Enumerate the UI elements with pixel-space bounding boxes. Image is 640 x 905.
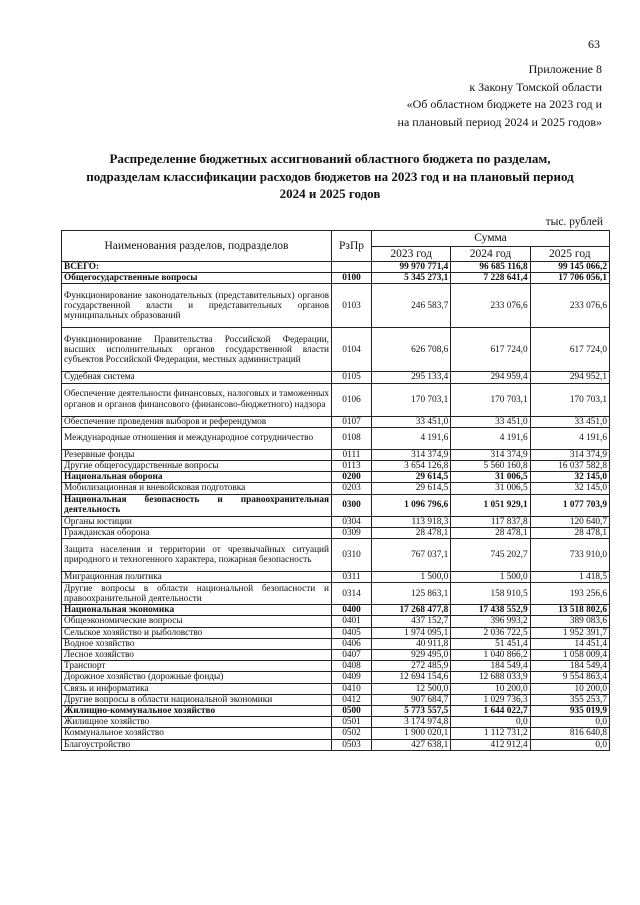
row-value-2023: 125 863,1 xyxy=(372,583,451,605)
row-name-cell: Национальная безопасность и правоохранительная деятельность xyxy=(62,494,332,516)
row-name-cell: ВСЕГО: xyxy=(62,262,332,273)
row-value-2024: 7 228 641,4 xyxy=(451,273,530,284)
row-value-2025: 99 145 066,2 xyxy=(530,262,609,273)
title-line-3: 2024 и 2025 годов xyxy=(279,186,381,201)
table-row xyxy=(62,449,610,460)
row-code-cell: 0501 xyxy=(332,717,372,728)
table-row xyxy=(62,527,610,538)
row-value-2025: 14 451,4 xyxy=(530,638,609,649)
budget-table xyxy=(61,230,610,751)
row-value-2024: 617 724,0 xyxy=(451,328,530,372)
row-value-2025: 816 640,8 xyxy=(530,728,609,739)
row-value-2024: 12 688 033,9 xyxy=(451,672,530,683)
table-row xyxy=(62,616,610,627)
row-value-2025: 184 549,4 xyxy=(530,661,609,672)
row-value-2023: 28 478,1 xyxy=(372,527,451,538)
appendix-line-1: Приложение 8 xyxy=(528,62,602,76)
row-value-2023: 272 485,9 xyxy=(372,661,451,672)
row-value-2023: 1 900 020,1 xyxy=(372,728,451,739)
table-row xyxy=(62,572,610,583)
table-row xyxy=(62,472,610,483)
row-value-2023: 99 970 771,4 xyxy=(372,262,451,273)
row-code-cell: 0100 xyxy=(332,273,372,284)
row-value-2023: 929 495,0 xyxy=(372,650,451,661)
table-row xyxy=(62,262,610,273)
row-name-cell: Другие общегосударственные вопросы xyxy=(62,461,332,472)
table-row xyxy=(62,627,610,638)
row-value-2024: 184 549,4 xyxy=(451,661,530,672)
row-code-cell: 0410 xyxy=(332,683,372,694)
row-value-2023: 170 703,1 xyxy=(372,383,451,416)
row-code-cell: 0405 xyxy=(332,627,372,638)
table-row xyxy=(62,638,610,649)
document-title xyxy=(60,150,600,203)
row-value-2025: 28 478,1 xyxy=(530,527,609,538)
row-value-2024: 28 478,1 xyxy=(451,527,530,538)
page-number: 63 xyxy=(588,37,600,51)
row-name-cell: Жилищно-коммунальное хозяйство xyxy=(62,706,332,717)
row-value-2024: 31 006,5 xyxy=(451,483,530,494)
row-code-cell: 0304 xyxy=(332,516,372,527)
row-code-cell: 0502 xyxy=(332,728,372,739)
row-value-2023: 40 911,8 xyxy=(372,638,451,649)
table-row xyxy=(62,427,610,449)
row-value-2025: 4 191,6 xyxy=(530,427,609,449)
row-value-2025: 32 145,0 xyxy=(530,472,609,483)
row-value-2025: 935 019,9 xyxy=(530,706,609,717)
row-name-cell: Органы юстиции xyxy=(62,516,332,527)
row-value-2025: 32 145,0 xyxy=(530,483,609,494)
row-name-cell: Коммунальное хозяйство xyxy=(62,728,332,739)
row-code-cell: 0409 xyxy=(332,672,372,683)
row-value-2024: 51 451,4 xyxy=(451,638,530,649)
row-value-2024: 10 200,0 xyxy=(451,683,530,694)
row-value-2025: 193 256,6 xyxy=(530,583,609,605)
row-value-2025: 733 910,0 xyxy=(530,539,609,572)
row-value-2023: 12 500,0 xyxy=(372,683,451,694)
row-code-cell: 0311 xyxy=(332,572,372,583)
row-name-cell: Лесное хозяйство xyxy=(62,650,332,661)
row-value-2023: 626 708,6 xyxy=(372,328,451,372)
row-value-2024: 314 374,9 xyxy=(451,449,530,460)
row-value-2025: 314 374,9 xyxy=(530,449,609,460)
row-value-2024: 233 076,6 xyxy=(451,284,530,328)
row-code-cell: 0107 xyxy=(332,416,372,427)
row-value-2023: 427 638,1 xyxy=(372,739,451,750)
row-value-2023: 5 773 557,5 xyxy=(372,706,451,717)
row-value-2025: 0,0 xyxy=(530,739,609,750)
row-value-2023: 1 974 095,1 xyxy=(372,627,451,638)
row-name-cell: Благоустройство xyxy=(62,739,332,750)
table-row xyxy=(62,694,610,705)
row-name-cell: Резервные фонды xyxy=(62,449,332,460)
row-code-cell: 0407 xyxy=(332,650,372,661)
row-value-2025: 16 037 582,8 xyxy=(530,461,609,472)
row-name-cell: Мобилизационная и вневойсковая подготовка xyxy=(62,483,332,494)
row-value-2023: 437 152,7 xyxy=(372,616,451,627)
row-value-2024: 745 202,7 xyxy=(451,539,530,572)
row-value-2025: 617 724,0 xyxy=(530,328,609,372)
table-row xyxy=(62,650,610,661)
row-name-cell: Дорожное хозяйство (дорожные фонды) xyxy=(62,672,332,683)
row-value-2025: 0,0 xyxy=(530,717,609,728)
row-value-2024: 1 500,0 xyxy=(451,572,530,583)
table-row xyxy=(62,328,610,372)
table-row xyxy=(62,706,610,717)
appendix-line-4: на плановый период 2024 и 2025 годов» xyxy=(397,114,602,129)
row-value-2024: 170 703,1 xyxy=(451,383,530,416)
row-code-cell: 0408 xyxy=(332,661,372,672)
row-value-2023: 4 191,6 xyxy=(372,427,451,449)
row-name-cell: Другие вопросы в области национальной безопасности и правоохранительной деятельности xyxy=(62,583,332,605)
row-code-cell: 0412 xyxy=(332,694,372,705)
row-value-2024: 117 837,8 xyxy=(451,516,530,527)
table-row xyxy=(62,605,610,616)
row-code-cell: 0309 xyxy=(332,527,372,538)
row-value-2023: 29 614,5 xyxy=(372,483,451,494)
row-value-2024: 96 685 116,8 xyxy=(451,262,530,273)
row-value-2025: 1 952 391,7 xyxy=(530,627,609,638)
row-value-2025: 33 451,0 xyxy=(530,416,609,427)
row-value-2025: 9 554 863,4 xyxy=(530,672,609,683)
header-year-2024: 2024 год xyxy=(451,246,530,262)
row-value-2023: 29 614,5 xyxy=(372,472,451,483)
row-code-cell: 0401 xyxy=(332,616,372,627)
row-name-cell: Функционирование законодательных (представительных) органов государственной власти и представительных органов муниципальных образований xyxy=(62,284,332,328)
row-name-cell: Сельское хозяйство и рыболовство xyxy=(62,627,332,638)
appendix-line-2: к Закону Томской области xyxy=(469,79,602,94)
row-value-2023: 295 133,4 xyxy=(372,372,451,383)
row-value-2025: 170 703,1 xyxy=(530,383,609,416)
row-value-2024: 17 438 552,9 xyxy=(451,605,530,616)
row-code-cell: 0111 xyxy=(332,449,372,460)
row-value-2024: 1 040 866,2 xyxy=(451,650,530,661)
row-name-cell: Обеспечение проведения выборов и референдумов xyxy=(62,416,332,427)
table-row xyxy=(62,739,610,750)
row-code-cell: 0106 xyxy=(332,383,372,416)
row-name-cell: Общегосударственные вопросы xyxy=(62,273,332,284)
row-value-2023: 33 451,0 xyxy=(372,416,451,427)
row-name-cell: Национальная оборона xyxy=(62,472,332,483)
row-name-cell: Обеспечение деятельности финансовых, налоговых и таможенных органов и органов финансового (финансово-бюджетного) надзора xyxy=(62,383,332,416)
row-name-cell: Гражданская оборона xyxy=(62,527,332,538)
units-label: тыс. рублей xyxy=(545,216,603,228)
row-code-cell: 0108 xyxy=(332,427,372,449)
row-value-2024: 396 993,2 xyxy=(451,616,530,627)
table-row xyxy=(62,461,610,472)
row-code-cell: 0104 xyxy=(332,328,372,372)
row-value-2025: 389 083,6 xyxy=(530,616,609,627)
row-value-2023: 767 037,1 xyxy=(372,539,451,572)
row-value-2025: 10 200,0 xyxy=(530,683,609,694)
table-row xyxy=(62,483,610,494)
row-code-cell: 0103 xyxy=(332,284,372,328)
appendix-line-3: «Об областном бюджете на 2023 год и xyxy=(406,97,602,111)
row-value-2025: 17 706 056,1 xyxy=(530,273,609,284)
row-name-cell: Другие вопросы в области национальной экономики xyxy=(62,694,332,705)
row-code-cell: 0400 xyxy=(332,605,372,616)
row-code-cell: 0503 xyxy=(332,739,372,750)
row-value-2023: 1 500,0 xyxy=(372,572,451,583)
row-value-2023: 3 654 126,8 xyxy=(372,461,451,472)
row-value-2025: 13 518 802,6 xyxy=(530,605,609,616)
row-value-2023: 113 918,3 xyxy=(372,516,451,527)
row-value-2024: 158 910,5 xyxy=(451,583,530,605)
row-value-2024: 5 560 160,8 xyxy=(451,461,530,472)
row-value-2024: 1 112 731,2 xyxy=(451,728,530,739)
header-sum: Сумма xyxy=(372,231,610,247)
row-value-2023: 3 174 974,8 xyxy=(372,717,451,728)
row-value-2024: 1 029 736,3 xyxy=(451,694,530,705)
table-row xyxy=(62,672,610,683)
row-code-cell: 0105 xyxy=(332,372,372,383)
table-row xyxy=(62,683,610,694)
row-value-2023: 246 583,7 xyxy=(372,284,451,328)
row-value-2025: 1 418,5 xyxy=(530,572,609,583)
table-row xyxy=(62,516,610,527)
table-row xyxy=(62,583,610,605)
row-value-2024: 1 051 929,1 xyxy=(451,494,530,516)
row-value-2025: 120 640,7 xyxy=(530,516,609,527)
row-code-cell: 0203 xyxy=(332,483,372,494)
table-row xyxy=(62,273,610,284)
table-row xyxy=(62,494,610,516)
row-value-2023: 907 684,7 xyxy=(372,694,451,705)
row-value-2024: 294 959,4 xyxy=(451,372,530,383)
row-name-cell: Водное хозяйство xyxy=(62,638,332,649)
row-value-2025: 294 952,1 xyxy=(530,372,609,383)
row-value-2024: 2 036 722,5 xyxy=(451,627,530,638)
title-line-2: подразделам классификации расходов бюджетов на 2023 год и на плановый период xyxy=(86,168,574,184)
row-value-2025: 355 253,7 xyxy=(530,694,609,705)
row-code-cell: 0113 xyxy=(332,461,372,472)
row-code-cell: 0300 xyxy=(332,494,372,516)
row-code-cell: 0200 xyxy=(332,472,372,483)
row-value-2025: 1 077 703,9 xyxy=(530,494,609,516)
row-code-cell xyxy=(332,262,372,273)
row-value-2024: 412 912,4 xyxy=(451,739,530,750)
row-name-cell: Защита населения и территории от чрезвычайных ситуаций природного и техногенного характера, пожарная безопасность xyxy=(62,539,332,572)
row-name-cell: Транспорт xyxy=(62,661,332,672)
table-row xyxy=(62,661,610,672)
row-value-2024: 0,0 xyxy=(451,717,530,728)
row-value-2023: 1 096 796,6 xyxy=(372,494,451,516)
table-row xyxy=(62,539,610,572)
row-name-cell: Миграционная политика xyxy=(62,572,332,583)
header-year-2025: 2025 год xyxy=(530,246,609,262)
table-row xyxy=(62,372,610,383)
table-row xyxy=(62,383,610,416)
table-row xyxy=(62,728,610,739)
row-value-2023: 5 345 273,1 xyxy=(372,273,451,284)
header-name: Наименования разделов, подразделов xyxy=(62,231,332,262)
header-code: РзПр xyxy=(332,231,372,262)
row-name-cell: Национальная экономика xyxy=(62,605,332,616)
row-value-2025: 233 076,6 xyxy=(530,284,609,328)
row-code-cell: 0314 xyxy=(332,583,372,605)
row-name-cell: Международные отношения и международное сотрудничество xyxy=(62,427,332,449)
row-name-cell: Общеэкономические вопросы xyxy=(62,616,332,627)
row-name-cell: Жилищное хозяйство xyxy=(62,717,332,728)
row-value-2025: 1 058 009,4 xyxy=(530,650,609,661)
table-row xyxy=(62,416,610,427)
row-value-2024: 1 644 022,7 xyxy=(451,706,530,717)
row-name-cell: Связь и информатика xyxy=(62,683,332,694)
row-code-cell: 0406 xyxy=(332,638,372,649)
appendix-note xyxy=(398,61,602,131)
row-code-cell: 0500 xyxy=(332,706,372,717)
header-year-2023: 2023 год xyxy=(372,246,451,262)
table-row xyxy=(62,284,610,328)
table-body xyxy=(62,262,610,751)
row-value-2023: 12 694 154,6 xyxy=(372,672,451,683)
row-code-cell: 0310 xyxy=(332,539,372,572)
row-value-2023: 17 268 477,8 xyxy=(372,605,451,616)
row-name-cell: Функционирование Правительства Российской Федерации, высших исполнительных органов государственной власти субъектов Российской Федерации, местных администраций xyxy=(62,328,332,372)
row-value-2023: 314 374,9 xyxy=(372,449,451,460)
table-row xyxy=(62,717,610,728)
row-value-2024: 31 006,5 xyxy=(451,472,530,483)
row-name-cell: Судебная система xyxy=(62,372,332,383)
title-line-1: Распределение бюджетных ассигнований областного бюджета по разделам, xyxy=(109,151,551,166)
row-value-2024: 4 191,6 xyxy=(451,427,530,449)
row-value-2024: 33 451,0 xyxy=(451,416,530,427)
